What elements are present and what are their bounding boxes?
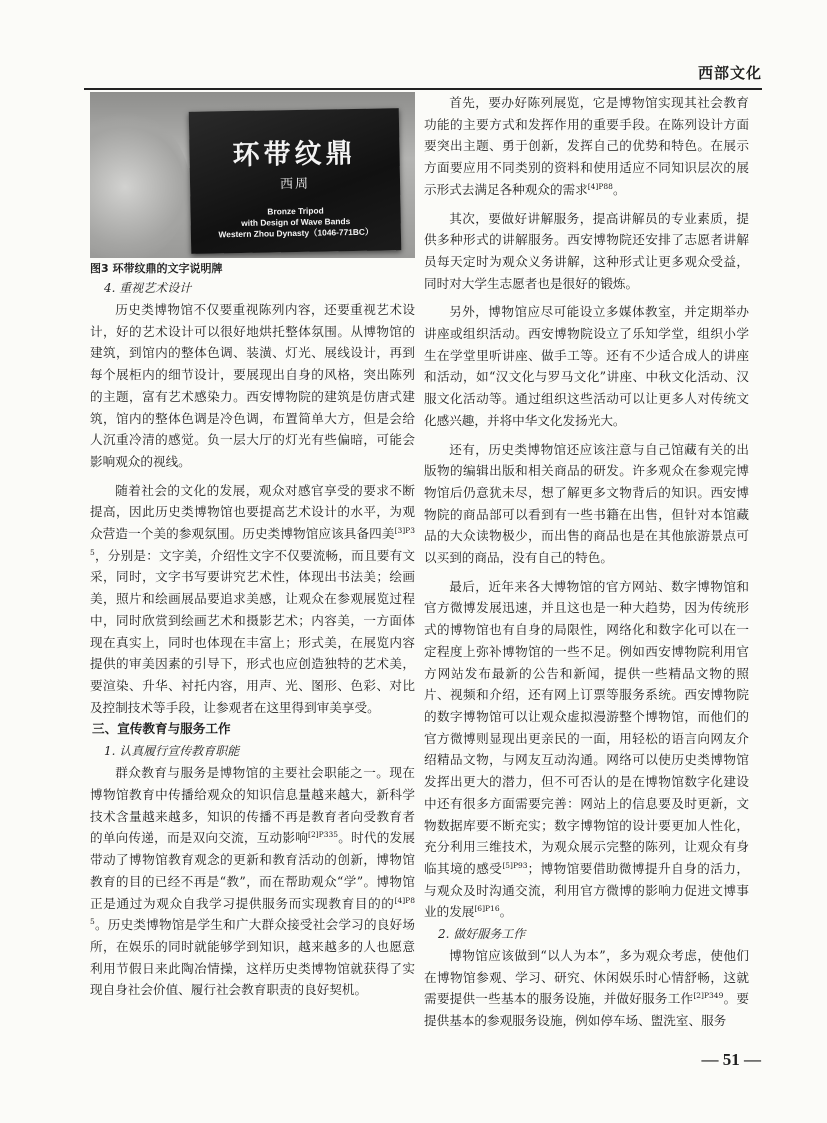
paragraph: 最后，近年来各大博物馆的官方网站、数字博物馆和官方微博发展迅速，并且这也是一种大趋势，因为传统形式的博物馆也有自身的局限性，网络化和数字化可以在一定程度上弥补博物馆的一些不足。例如西安博物院利用官方网站发布最新的公告和新闻，提供一些精品文物的照片、视频和介绍，还有网上订票等服务系统。西安博物院的数字博物馆可以让观众虚拟漫游整个博物馆，而他们的官方微博则显现出更亲民的一面，用轻松的语言向网友介绍精品文物，与网友互动沟通。网络可以使历史类博物馆发挥出更大的潜力，但不可否认的是在博物馆数字化建设中还有很多方面需要完善：网站上的信息要及时更新，文物数据库要不断充实；数字博物馆的设计要更加人性化，充分利用三维技术，为观众展示完整的陈列，让观众有身临其境的感受$^{[5]P93}$；博物馆要借助微博提升自身的活力，与观众及时沟通交流，利用官方微博的影响力促进文博事业的发展$^{[6]P16}$。 (424, 578, 750, 920)
sign-english-line: Western Zhou Dynasty（1046-771BC） (218, 226, 374, 240)
citation: [4]P88 (587, 181, 613, 191)
figure-caption: 图3 环带纹鼎的文字说明牌 (90, 262, 223, 275)
citation: [3]P35 (90, 525, 415, 557)
sign-title: 环带纹鼎 (232, 137, 357, 172)
sign-english-line: with Design of Wave Bands (241, 216, 351, 228)
paragraph: 另外，博物馆应尽可能设立多媒体教室，并定期举办讲座或组织活动。西安博物院设立了乐知学堂，组织小学生在学堂里听讲座、做手工等。还有不少适合成人的讲座和活动，如“汉文化与罗马文化”讲座、中秋文化活动、汉服文化活动等。通过组织这些活动可以让更多人对传统文化感兴趣，并将中华文化发扬光大。 (424, 304, 749, 428)
citation: [2]P335 (308, 830, 339, 840)
sign-english-line: Bronze Tripod (267, 205, 324, 217)
figure-photo (90, 92, 415, 258)
section-name: 西部文化 (697, 64, 762, 82)
right-column (424, 92, 749, 1032)
citation: [4]P85 (90, 895, 415, 927)
section-heading: 三、宣传教育与服务工作 (92, 721, 231, 737)
paragraph: 群众教育与服务是博物馆的主要社会职能之一。现在博物馆教育中传播给观众的知识信息量越来越大，新科学技术含量越来越多，知识的传播不再是教育者向受教育者的单向传递，而是双向交流，互动影响$^{[2]P335}$。时代的发展带动了博物馆教育观念的更新和教育活动的创新，博物馆教育的目的已经不再是“教”，而在帮助观众“学”。博物馆正是通过为观众自我学习提供服务而实现教育目的的$^{[4]P85}$。历史类博物馆是学生和广大群众接受社会学习的良好场所，在娱乐的同时就能够学到知识，越来越多的人也愿意利用节假日来此陶冶情操，这样历史类博物馆就获得了实现自身社会价值、履行社会教育职责的良好契机。 (90, 765, 416, 998)
sign-english-text (190, 204, 401, 241)
paragraph: 历史类博物馆不仅要重视陈列内容，还要重视艺术设计，好的艺术设计可以很好地烘托整体氛围。从博物馆的建筑，到馆内的整体色调、装潢、灯光、展线设计，再到每个展柜内的细节设计，要展现出自身的风格，突出陈列的主题，富有艺术感染力。西安博物院的建筑是仿唐式建筑，馆内的整体色调是冷色调，布置简单大方，但是会给人沉重冷清的感觉。负一层大厅的灯光有些偏暗，可能会影响观众的视线。 (90, 302, 415, 469)
subheading: 1. 认真履行宣传教育职能 (104, 744, 240, 759)
paragraph: 还有，历史类博物馆还应该注意与自己馆藏有关的出版物的编辑出版和相关商品的研发。许多观众在参观完博物馆后仍意犹未尽，想了解更多文物背后的知识。西安博物院的商品部可以看到有一些书籍在出售，但针对本馆藏品的大众读物极少，而出售的商品也是在其他旅游景点可以买到的商品，没有自己的特色。 (424, 441, 749, 566)
label-sign (189, 108, 401, 254)
sign-subtitle: 西周 (279, 176, 311, 193)
background-blur (90, 112, 190, 258)
subheading: 2. 做好服务工作 (438, 927, 526, 942)
page-header (84, 58, 762, 90)
paragraph: 首先，要办好陈列展览，它是博物馆实现其社会教育功能的主要方式和发挥作用的重要手段。在陈列设计方面要突出主题、勇于创新，发挥自己的优势和特色。在展示方面要应用不同类别的资料和使用适应不同知识层次的展示形式去满足各种观众的需求$^{[4]P88}$。 (424, 95, 749, 197)
left-column (90, 92, 415, 1001)
subheading: 4. 重视艺术设计 (104, 281, 192, 295)
citation: [2]P349 (693, 991, 724, 1001)
paragraph: 博物馆应该做到“以人为本”，多为观众考虑，使他们在博物馆参观、学习、研究、休闲娱乐时心情舒畅，这就需要提供一些基本的服务设施，并做好服务工作$^{[2]P349}$。要提供基本的参观服务设施，例如停车场、盥洗室、服务 (424, 948, 750, 1029)
paragraph: 其次，要做好讲解服务，提高讲解员的专业素质，提供多种形式的讲解服务。西安博物院还安排了志愿者讲解员每天定时为观众义务讲解，这种形式让更多观众受益，同时对大学生志愿者也是很好的锻炼。 (424, 210, 749, 291)
page-number: — 51 — (701, 1050, 761, 1069)
citation: [6]P16 (474, 904, 500, 914)
citation: [5]P93 (502, 860, 528, 870)
paragraph: 随着社会的文化的发展，观众对感官享受的要求不断提高，因此历史类博物馆也要提高艺术设计的水平，为观众营造一个美的参观氛围。历史类博物馆应该具备四美$^{[3]P35}$，分别是：文字美，介绍性文字不仅要流畅，而且要有文采，同时，文字书写要讲究艺术性，体现出书法美；绘画美，照片和绘画展品要追求美感，让观众在参观展览过程中，同时欣赏到绘画艺术和摄影艺术；内容美，一方面体现在真实上，同时也体现在丰富上；形式美，在展览内容提供的审美因素的引导下，形式也应创造独特的艺术美，要渲染、升华、衬托内容，用声、光、图形、色彩、对比及控制技术等手段，让参观者在这里得到审美享受。 (90, 482, 415, 715)
